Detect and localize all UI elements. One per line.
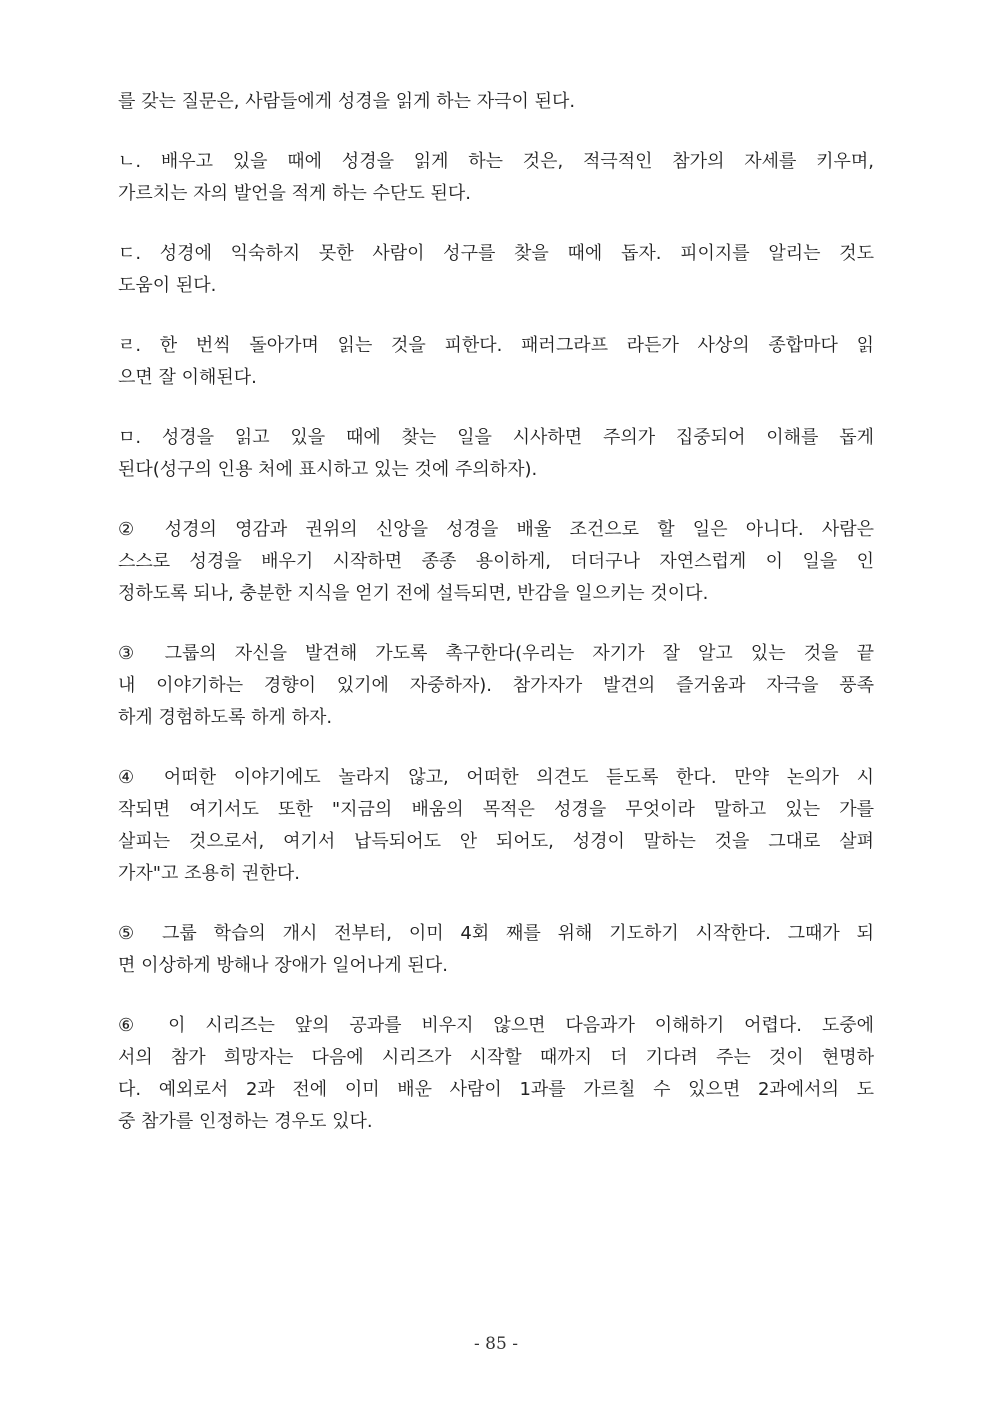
text-line: 으면 잘 이해된다.	[118, 367, 257, 388]
text-line: 중 참가를 인정하는 경우도 있다.	[118, 1111, 373, 1132]
paragraph-mieum	[118, 422, 874, 486]
text-line: 를 갖는 질문은, 사람들에게 성경을 읽게 하는 자극이 된다.	[118, 91, 576, 112]
text-line: 다. 예외로서 2과 전에 이미 배운 사람이 1과를 가르칠 수 있으면 2과에서의 도	[118, 1079, 874, 1100]
text-line: 내 이야기하는 경향이 있기에 자중하자). 참가자가 발견의 즐거움과 자극을 풍족	[118, 675, 874, 696]
text-line: 스스로 성경을 배우기 시작하면 종종 용이하게, 더더구나 자연스럽게 이 일을 인	[118, 551, 874, 572]
text-line: ② 성경의 영감과 권위의 신앙을 성경을 배울 조건으로 할 일은 아니다. 사람은	[118, 519, 874, 540]
text-line: ㄴ. 배우고 있을 때에 성경을 읽게 하는 것은, 적극적인 참가의 자세를 키우며,	[118, 151, 874, 172]
paragraph-nieun	[118, 146, 874, 210]
body-text	[118, 86, 874, 1166]
text-line: 가르치는 자의 발언을 적게 하는 수단도 된다.	[118, 183, 472, 204]
text-line: 가자"고 조용히 권한다.	[118, 863, 300, 884]
text-line: 서의 참가 희망자는 다음에 시리즈가 시작할 때까지 더 기다려 주는 것이 현명하	[118, 1047, 874, 1068]
paragraph-rieul	[118, 330, 874, 394]
paragraph-4	[118, 762, 874, 890]
paragraph-2	[118, 514, 874, 610]
paragraph-intro	[118, 86, 874, 118]
text-line: 면 이상하게 방해나 장애가 일어나게 된다.	[118, 955, 448, 976]
text-line: 살피는 것으로서, 여기서 납득되어도 안 되어도, 성경이 말하는 것을 그대로 살펴	[118, 831, 874, 852]
text-line: ㄹ. 한 번씩 돌아가며 읽는 것을 피한다. 패러그라프 라든가 사상의 종합마다 읽	[118, 335, 874, 356]
page-number: - 85 -	[474, 1334, 518, 1354]
text-line: ㄷ. 성경에 익숙하지 못한 사람이 성구를 찾을 때에 돕자. 피이지를 알리는 것도	[118, 243, 874, 264]
text-line: 하게 경험하도록 하게 하자.	[118, 707, 333, 728]
text-line: ③ 그룹의 자신을 발견해 가도록 촉구한다(우리는 자기가 잘 알고 있는 것을 끝	[118, 643, 874, 664]
text-line: 작되면 여기서도 또한 "지금의 배움의 목적은 성경을 무엇이라 말하고 있는 가를	[118, 799, 874, 820]
paragraph-digeut	[118, 238, 874, 302]
text-line: ④ 어떠한 이야기에도 놀라지 않고, 어떠한 의견도 듣도록 한다. 만약 논의가 시	[118, 767, 874, 788]
text-line: 된다(성구의 인용 처에 표시하고 있는 것에 주의하자).	[118, 459, 538, 480]
text-line: ㅁ. 성경을 읽고 있을 때에 찾는 일을 시사하면 주의가 집중되어 이해를 돕게	[118, 427, 874, 448]
text-line: 정하도록 되나, 충분한 지식을 얻기 전에 설득되면, 반감을 일으키는 것이다.	[118, 583, 709, 604]
text-line: ⑥ 이 시리즈는 앞의 공과를 비우지 않으면 다음과가 이해하기 어렵다. 도중에	[118, 1015, 874, 1036]
text-line: 도움이 된다.	[118, 275, 217, 296]
paragraph-6	[118, 1010, 874, 1138]
paragraph-5	[118, 918, 874, 982]
paragraph-3	[118, 638, 874, 734]
text-line: ⑤ 그룹 학습의 개시 전부터, 이미 4회 째를 위해 기도하기 시작한다. 그때가 되	[118, 923, 874, 944]
